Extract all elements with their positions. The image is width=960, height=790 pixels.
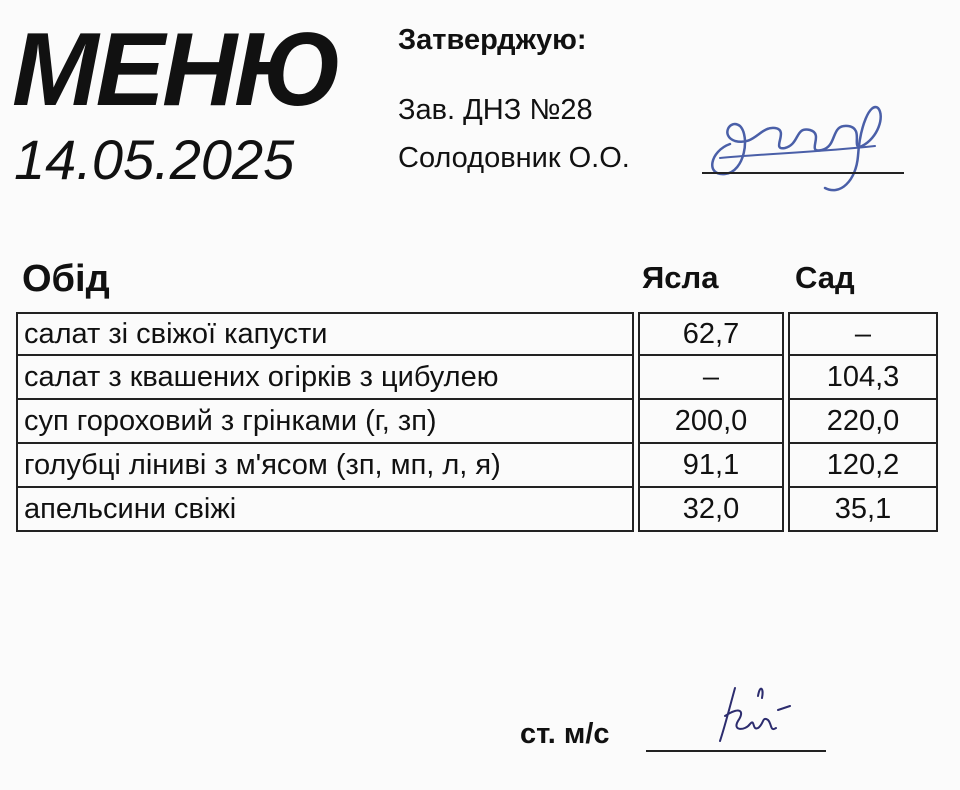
sad-value: 220,0 bbox=[788, 400, 938, 444]
table-row bbox=[16, 400, 938, 444]
dish-name: салат зі свіжої капусти bbox=[16, 312, 634, 356]
menu-title: МЕНЮ bbox=[12, 12, 340, 128]
column-header-sad: Сад bbox=[795, 260, 855, 295]
table-row bbox=[16, 312, 938, 356]
dish-name: салат з квашених огірків з цибулею bbox=[16, 356, 634, 400]
yasla-value: 91,1 bbox=[638, 444, 784, 488]
table-row bbox=[16, 356, 938, 400]
approval-signature-line bbox=[702, 172, 904, 174]
nurse-label: ст. м/с bbox=[520, 718, 610, 750]
section-title: Обід bbox=[22, 258, 110, 300]
sad-value: 120,2 bbox=[788, 444, 938, 488]
yasla-value: 200,0 bbox=[638, 400, 784, 444]
approval-position: Зав. ДНЗ №28 bbox=[398, 94, 593, 126]
dish-name: апельсини свіжі bbox=[16, 488, 634, 532]
sad-value: 104,3 bbox=[788, 356, 938, 400]
head-signature bbox=[700, 96, 900, 206]
nurse-signature bbox=[690, 676, 810, 756]
menu-date: 14.05.2025 bbox=[14, 128, 295, 191]
nurse-signature-line bbox=[646, 750, 826, 752]
menu-table bbox=[16, 312, 938, 532]
yasla-value: – bbox=[638, 356, 784, 400]
yasla-value: 62,7 bbox=[638, 312, 784, 356]
approval-heading: Затверджую: bbox=[398, 24, 587, 56]
table-row bbox=[16, 444, 938, 488]
approval-name: Солодовник О.О. bbox=[398, 142, 630, 174]
column-header-yasla: Ясла bbox=[642, 260, 719, 295]
yasla-value: 32,0 bbox=[638, 488, 784, 532]
dish-name: голубці ліниві з м'ясом (зп, мп, л, я) bbox=[16, 444, 634, 488]
dish-name: суп гороховий з грінками (г, зп) bbox=[16, 400, 634, 444]
sad-value: 35,1 bbox=[788, 488, 938, 532]
sad-value: – bbox=[788, 312, 938, 356]
table-row bbox=[16, 488, 938, 532]
